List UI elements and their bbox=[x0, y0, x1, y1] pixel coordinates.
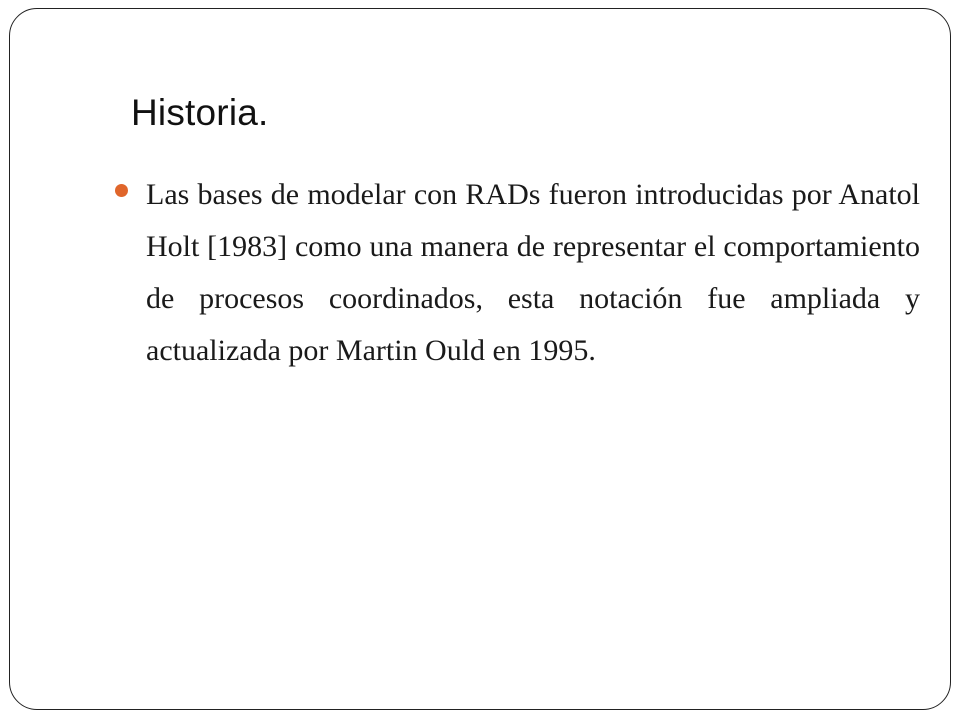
bullet-list bbox=[110, 169, 920, 377]
slide-title: Historia. bbox=[131, 92, 269, 133]
bullet-dot-icon bbox=[115, 184, 128, 197]
slide-frame bbox=[9, 8, 951, 710]
bullet-text: Las bases de modelar con RADs fueron introducidas por Anatol Holt [1983] como una manera de representar el comportamiento de procesos coordinados, esta notación fue ampliada y actualizada por Martin Ould en 1995. bbox=[146, 178, 920, 367]
